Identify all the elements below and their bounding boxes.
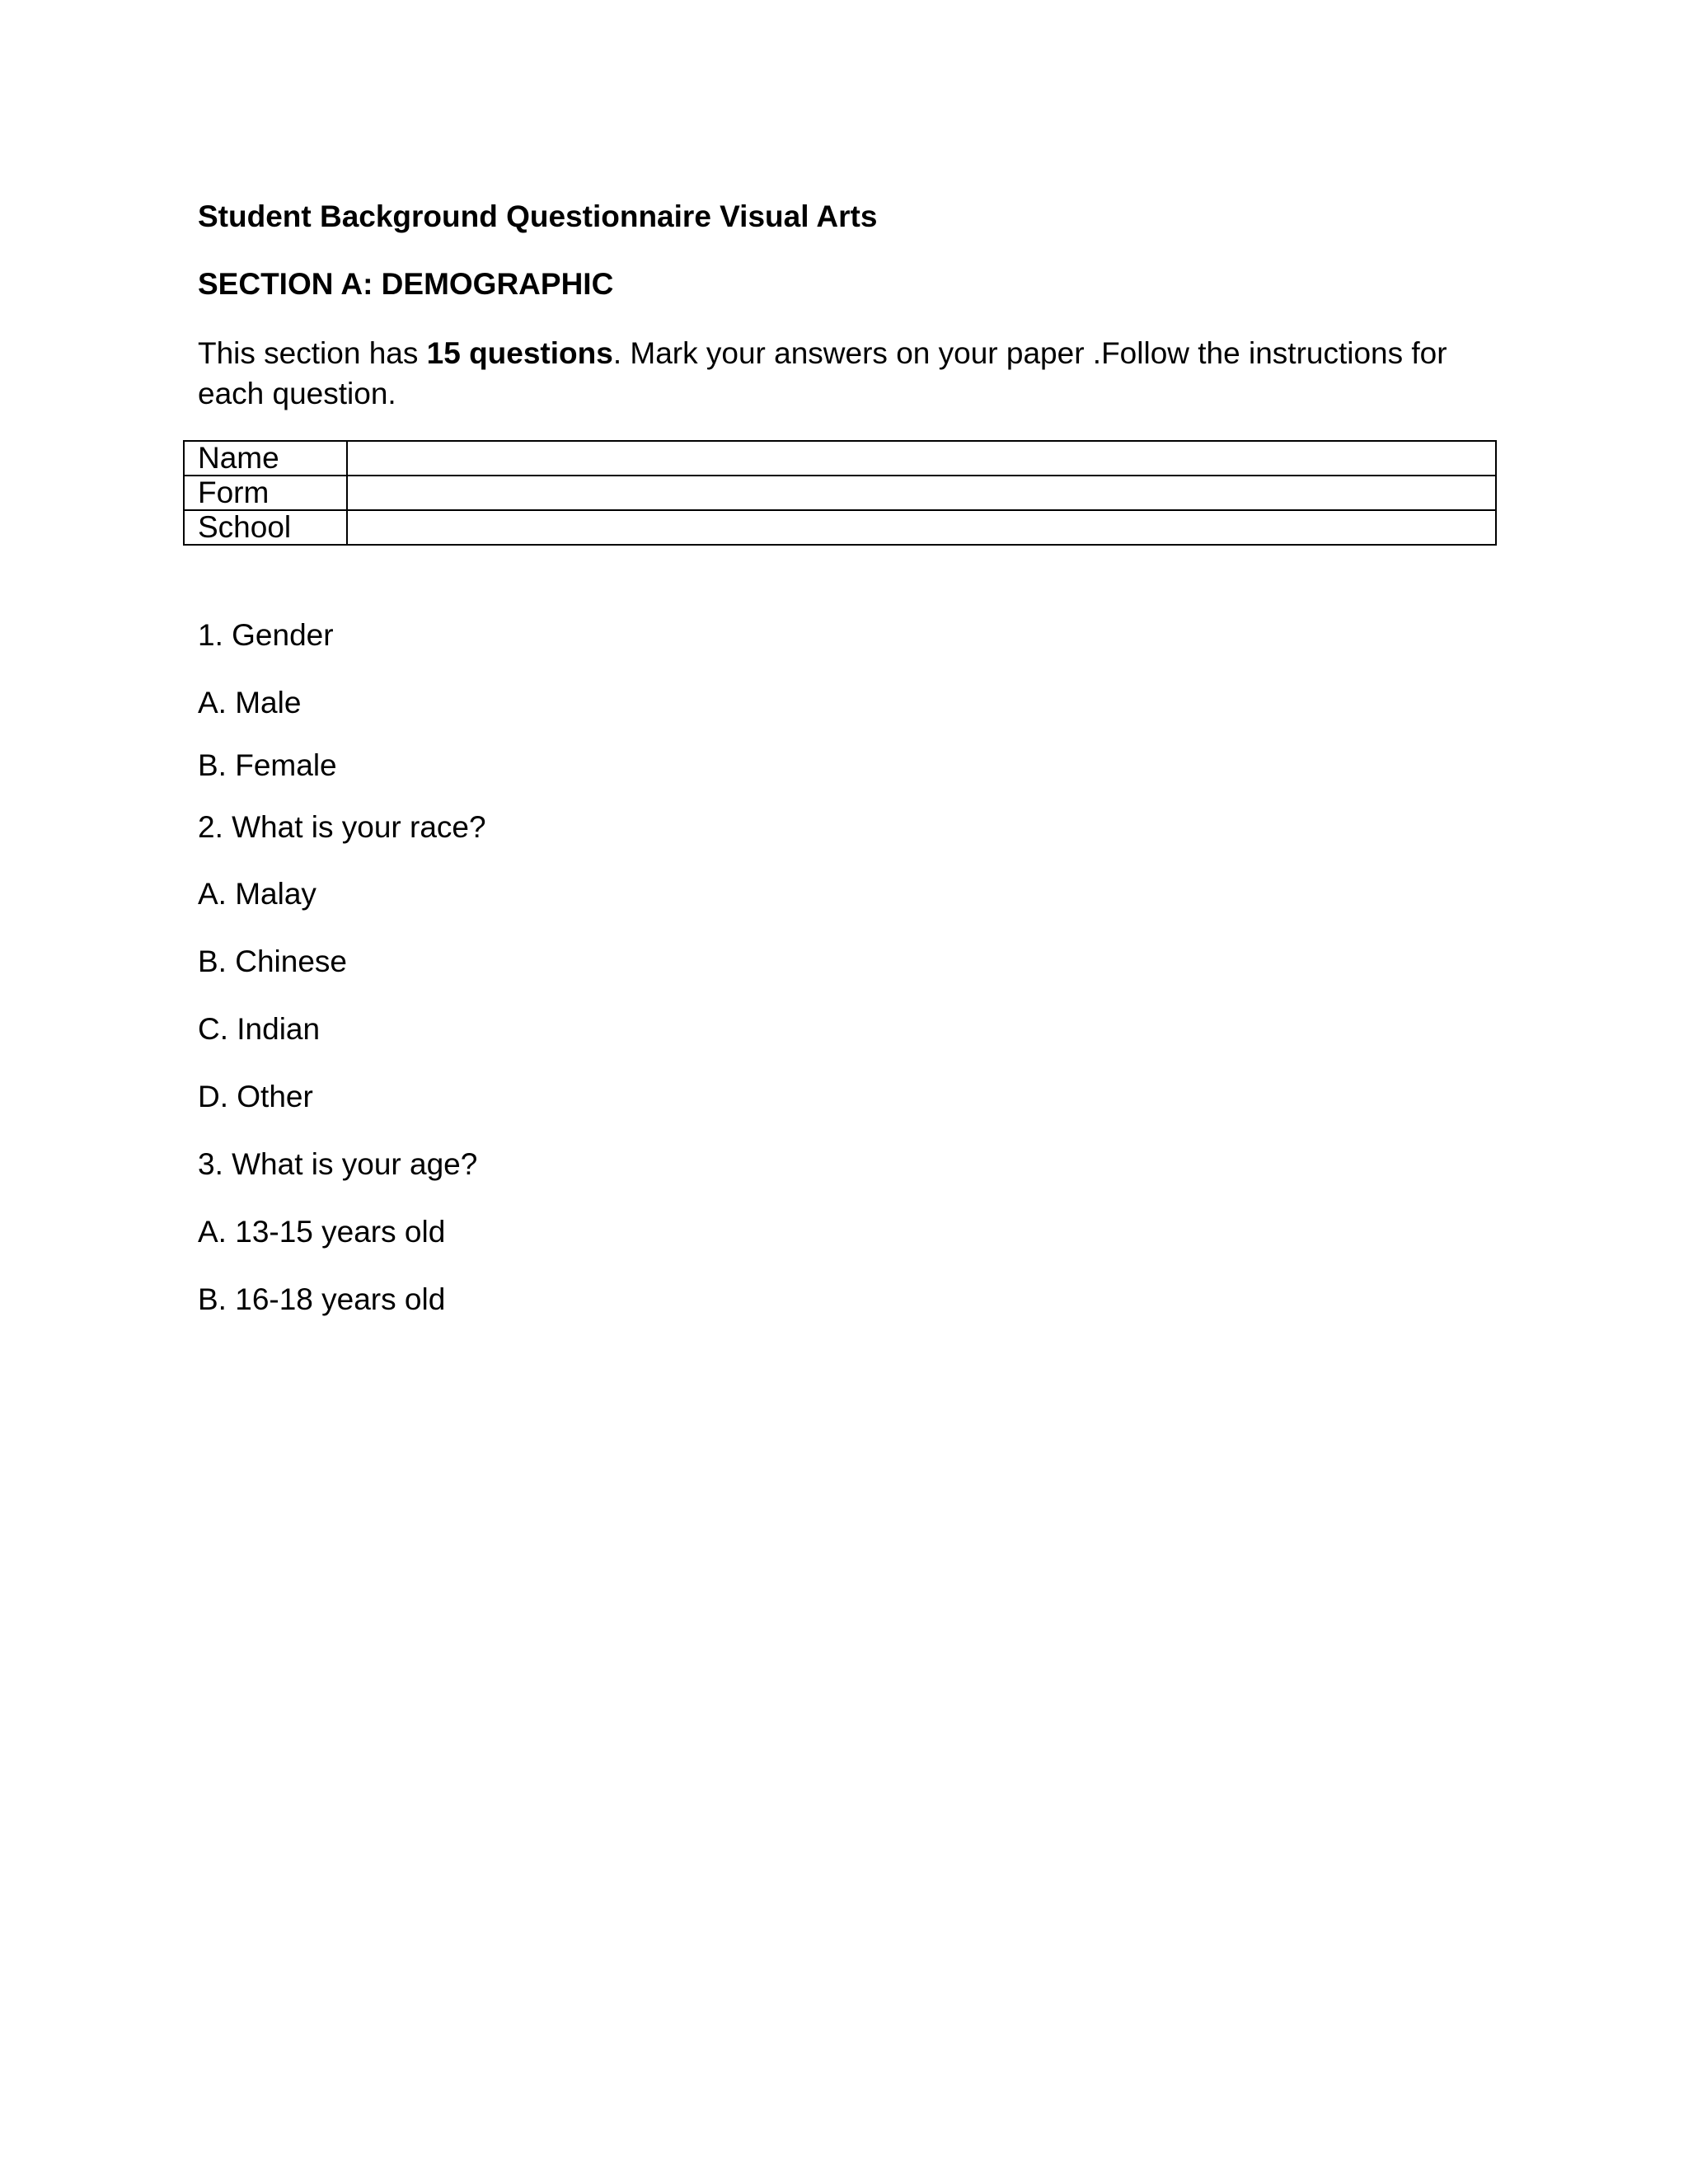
- name-label: Name: [184, 441, 347, 476]
- question-3-option-a: A. 13-15 years old: [198, 1215, 446, 1249]
- question-1-option-b: B. Female: [198, 748, 337, 782]
- name-field[interactable]: [347, 441, 1496, 476]
- question-1-option-a: A. Male: [198, 686, 302, 719]
- document-title: Student Background Questionnaire Visual Arts: [198, 199, 878, 233]
- instructions-text-start: This section has: [198, 336, 427, 370]
- table-row-form: [184, 476, 1496, 510]
- form-label: Form: [184, 476, 347, 510]
- table-row-school: [184, 510, 1496, 545]
- section-heading: SECTION A: DEMOGRAPHIC: [198, 267, 614, 301]
- question-3-option-b: B. 16-18 years old: [198, 1282, 446, 1316]
- student-info-table: [183, 440, 1497, 546]
- school-label: School: [184, 510, 347, 545]
- question-2-option-b: B. Chinese: [198, 944, 347, 978]
- question-3-text: 3. What is your age?: [198, 1147, 478, 1181]
- question-count-bold: 15 questions: [426, 336, 613, 370]
- question-1-text: 1. Gender: [198, 618, 334, 652]
- question-2-option-a: A. Malay: [198, 877, 316, 911]
- table-row-name: [184, 441, 1496, 476]
- form-field[interactable]: [347, 476, 1496, 510]
- question-2-option-c: C. Indian: [198, 1012, 321, 1046]
- school-field[interactable]: [347, 510, 1496, 545]
- instructions-text-end: . Mark your answers on your paper .Follow the instructions for each question.: [198, 336, 1447, 410]
- question-2-option-d: D. Other: [198, 1080, 313, 1113]
- section-instructions: [198, 333, 1484, 414]
- question-2-text: 2. What is your race?: [198, 810, 486, 844]
